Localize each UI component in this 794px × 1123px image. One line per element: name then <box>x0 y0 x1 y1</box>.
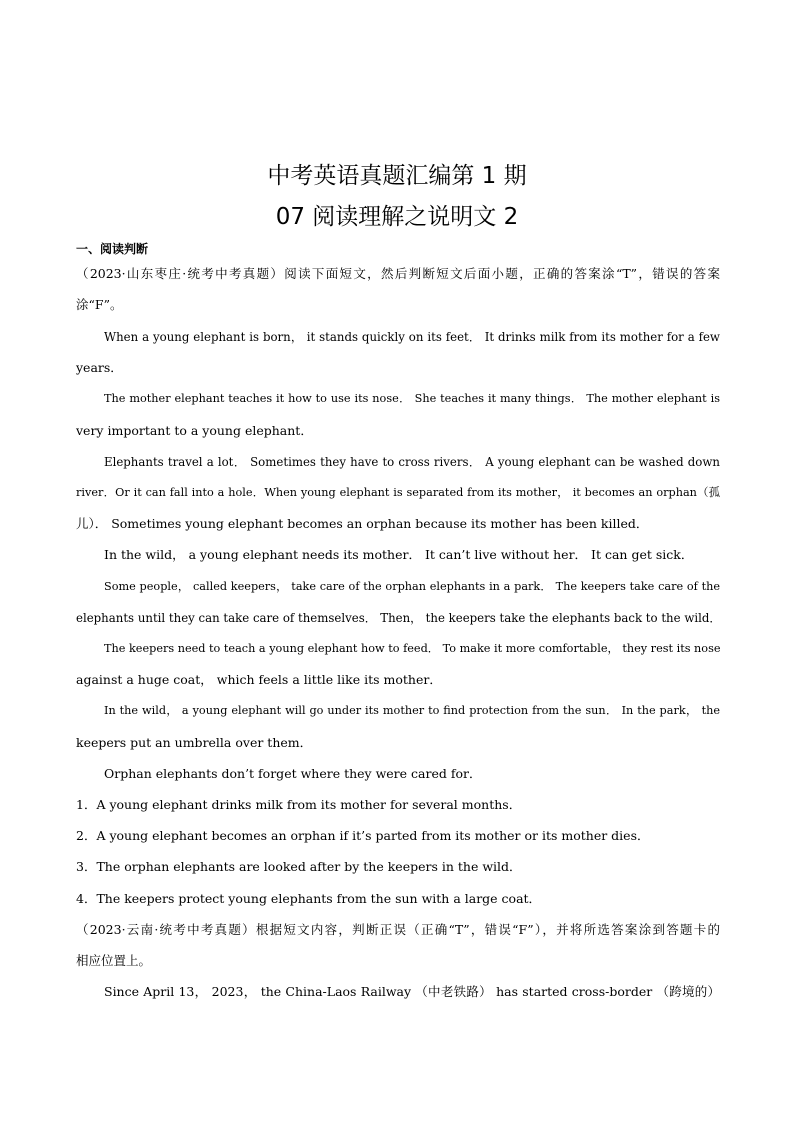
passage-line: Some people， called keepers， take care of the orphan elephants in a park． The keepers take care of the <box>104 580 720 593</box>
question-4: 4．The keepers protect young elephants from the sun with a large coat． <box>76 891 542 906</box>
passage-line: Since April 13， 2023， the China-Laos Railway （中老铁路） has started cross-border （跨境的） <box>104 984 720 999</box>
passage-line: Elephants travel a lot． Sometimes they have to cross rivers． A young elephant can be washed down <box>104 455 720 469</box>
passage-line: 儿）． Sometimes young elephant becomes an orphan because its mother has been killed． <box>76 516 649 531</box>
passage-line: very important to a young elephant． <box>76 423 313 438</box>
passage-line: Orphan elephants don’t forget where they were cared for． <box>104 766 482 781</box>
intro-line: 相应位置上。 <box>76 953 152 968</box>
intro-line: 涂“F”。 <box>76 297 123 312</box>
passage-line: In the wild， a young elephant needs its mother． It can’t live without her． It can get sick． <box>104 547 694 562</box>
section-heading: 一、阅读判断 <box>76 242 149 256</box>
passage-line: elephants until they can take care of themselves． Then， the keepers take the elephants back to the wild． <box>76 611 722 625</box>
passage-line: years． <box>76 360 123 375</box>
page-title: 中考英语真题汇编第 1 期 <box>267 163 527 189</box>
page-subtitle: 07 阅读理解之说明文 2 <box>275 204 519 230</box>
intro-line: （2023·山东枣庄·统考中考真题）阅读下面短文，然后判断短文后面小题，正确的答案涂“T”，错误的答案 <box>76 266 720 281</box>
passage-line: keepers put an umbrella over them． <box>76 735 313 750</box>
passage-line: The keepers need to teach a young elephant how to feed． To make it more comfortable， they rest its nose <box>104 642 721 655</box>
passage-line: In the wild， a young elephant will go under its mother to find protection from the sun． In the park， the <box>104 704 720 717</box>
passage-line: The mother elephant teaches it how to use its nose． She teaches it many things． The mother elephant is <box>104 392 720 405</box>
passage-line: When a young elephant is born， it stands quickly on its feet． It drinks milk from its mother for a few <box>104 330 720 344</box>
question-1: 1．A young elephant drinks milk from its mother for several months． <box>76 797 522 812</box>
passage-line: against a huge coat， which feels a little like its mother． <box>76 672 442 687</box>
question-2: 2．A young elephant becomes an orphan if it’s parted from its mother or its mother dies． <box>76 828 650 843</box>
passage-line: river．Or it can fall into a hole．When young elephant is separated from its mother， it becomes an orphan（孤 <box>76 486 720 499</box>
intro-line: （2023·云南·统考中考真题）根据短文内容，判断正误（正确“T”，错误“F”），并将所选答案涂到答题卡的 <box>76 922 720 937</box>
question-3: 3．The orphan elephants are looked after by the keepers in the wild． <box>76 859 522 874</box>
